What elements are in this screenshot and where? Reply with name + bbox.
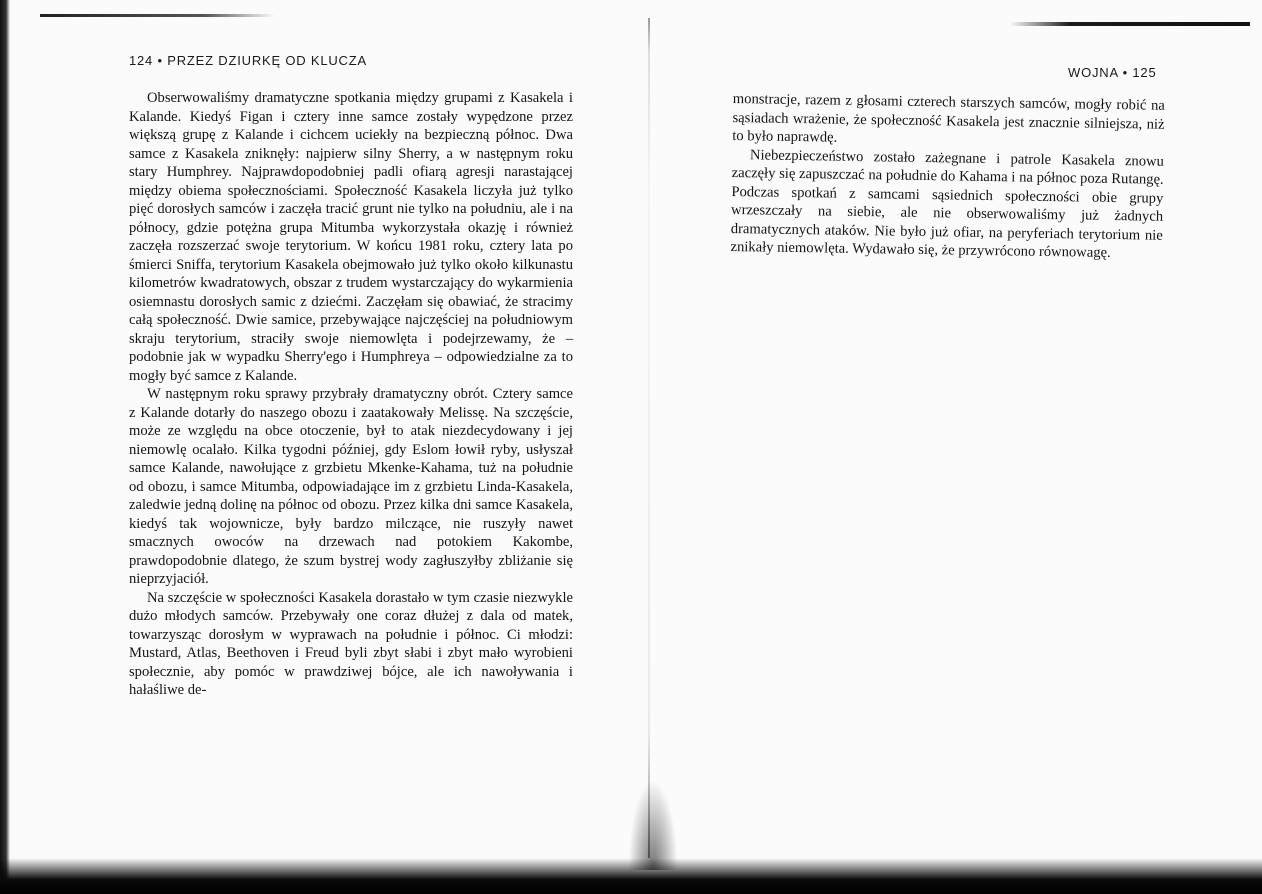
paragraph: W następnym roku sprawy przybrały dramatyczny obrót. Cztery samce z Kalande dotarły do naszego obozu i zaatakowały Melissę. Na szczęście, może ze względu na obce otoczenie, był to atak niezdecydowany i jej niemowlę ocalało. Kilka tygodni później, gdy Eslom łowił ryby, usłyszał samce Kalande, nawołujące z grzbietu Mkenke-Kahama, tuż na południe od obozu, i samce Mitumba, odpowiadające im z grzbietu Linda-Kasakela, zaledwie jedną dolinę na północ od obozu. Przez kilka dni samce Kasakela, kiedyś tak wojownicze, były bardzo milczące, nie ruszyły nawet smacznych owoców na drzewach nad potokiem Kakombe, prawdopodobnie dlatego, że szum bystrej wody zagłuszyłby zbliżanie się nieprzyjaciół. [129, 386, 573, 587]
left-page-body [129, 89, 573, 700]
right-page-body [730, 90, 1165, 263]
continued-paragraph: monstracje, razem z głosami czterech starszych samców, mogły robić na sąsiadach wrażenie, że społeczność Kasakela jest znacznie silniejsza, niż to było naprawdę. [732, 90, 1165, 146]
paragraph: Obserwowaliśmy dramatyczne spotkania między grupami z Kasakela i Kalande. Kiedyś Figan i cztery inne samce zostały wypędzone przez większą grupę z Kalande i cichcem uciekły na bezpieczną północ. Dwa samce z Kasakela zniknęły: najpierw silny Sherry, a w następnym roku stary Humphrey. Najprawdopodobniej padli ofiarą agresji narastającej między obiema społecznościami. Społeczność Kasakela liczyła już tylko pięć dorosłych samców i zaczęła tracić grunt nie tylko na południu, ale i na północy, gdzie potężna grupa Mitumba wykorzystała okazję i również zaczęła rozszerzać swoje terytorium. W końcu 1981 roku, cztery lata po śmierci Sniffa, terytorium Kasakela obejmowało już tylko około kilkunastu kilometrów kwadratowych, obszar z trudem wystarczający do wykarmienia osiemnastu dorosłych samic z dziećmi. Zaczęłam się obawiać, że stracimy całą społeczność. Dwie samice, przebywające najczęściej na południowym skraju terytorium, straciły swoje niemowlęta i podejrzewamy, że – podobnie jak w wypadku Sherry'ego i Humphreya – odpowiedzialne za to mogły być samce z Kalande. [129, 90, 573, 384]
right-running-head: WOJNA • 125 [1068, 65, 1157, 80]
gutter-shadow [628, 780, 678, 870]
scan-edge-bottom [0, 858, 1262, 894]
paragraph: Niebezpieczeństwo zostało zażegnane i patrole Kasakela znowu zaczęły się zapuszczać na południe do Kahama i na północ poza Rutangę. Podczas spotkań z samcami sąsiednich społeczności obie grupy wrzeszczały na siebie, ale nie obserwowaliśmy już żadnych dramatycznych ataków. Nie było już ofiar, na peryferiach terytorium nie znikały niemowlęta. Wydawało się, że przywrócono równowagę. [730, 146, 1165, 261]
scan-edge-top-left [40, 14, 275, 17]
scan-edge-left [0, 0, 10, 894]
book-gutter [648, 18, 650, 858]
scan-edge-top-right [1010, 22, 1250, 26]
left-running-head: 124 • PRZEZ DZIURKĘ OD KLUCZA [129, 53, 367, 68]
paragraph: Na szczęście w społeczności Kasakela dorastało w tym czasie niezwykle dużo młodych samców. Przebywały one coraz dłużej z dala od matek, towarzysząc dorosłym w wyprawach na południe i północ. Ci młodzi: Mustard, Atlas, Beethoven i Freud byli zbyt słabi i zbyt mało wyrobieni społecznie, aby pomóc w prawdziwej bójce, ale ich nawoływania i hałaśliwe de- [129, 589, 573, 698]
